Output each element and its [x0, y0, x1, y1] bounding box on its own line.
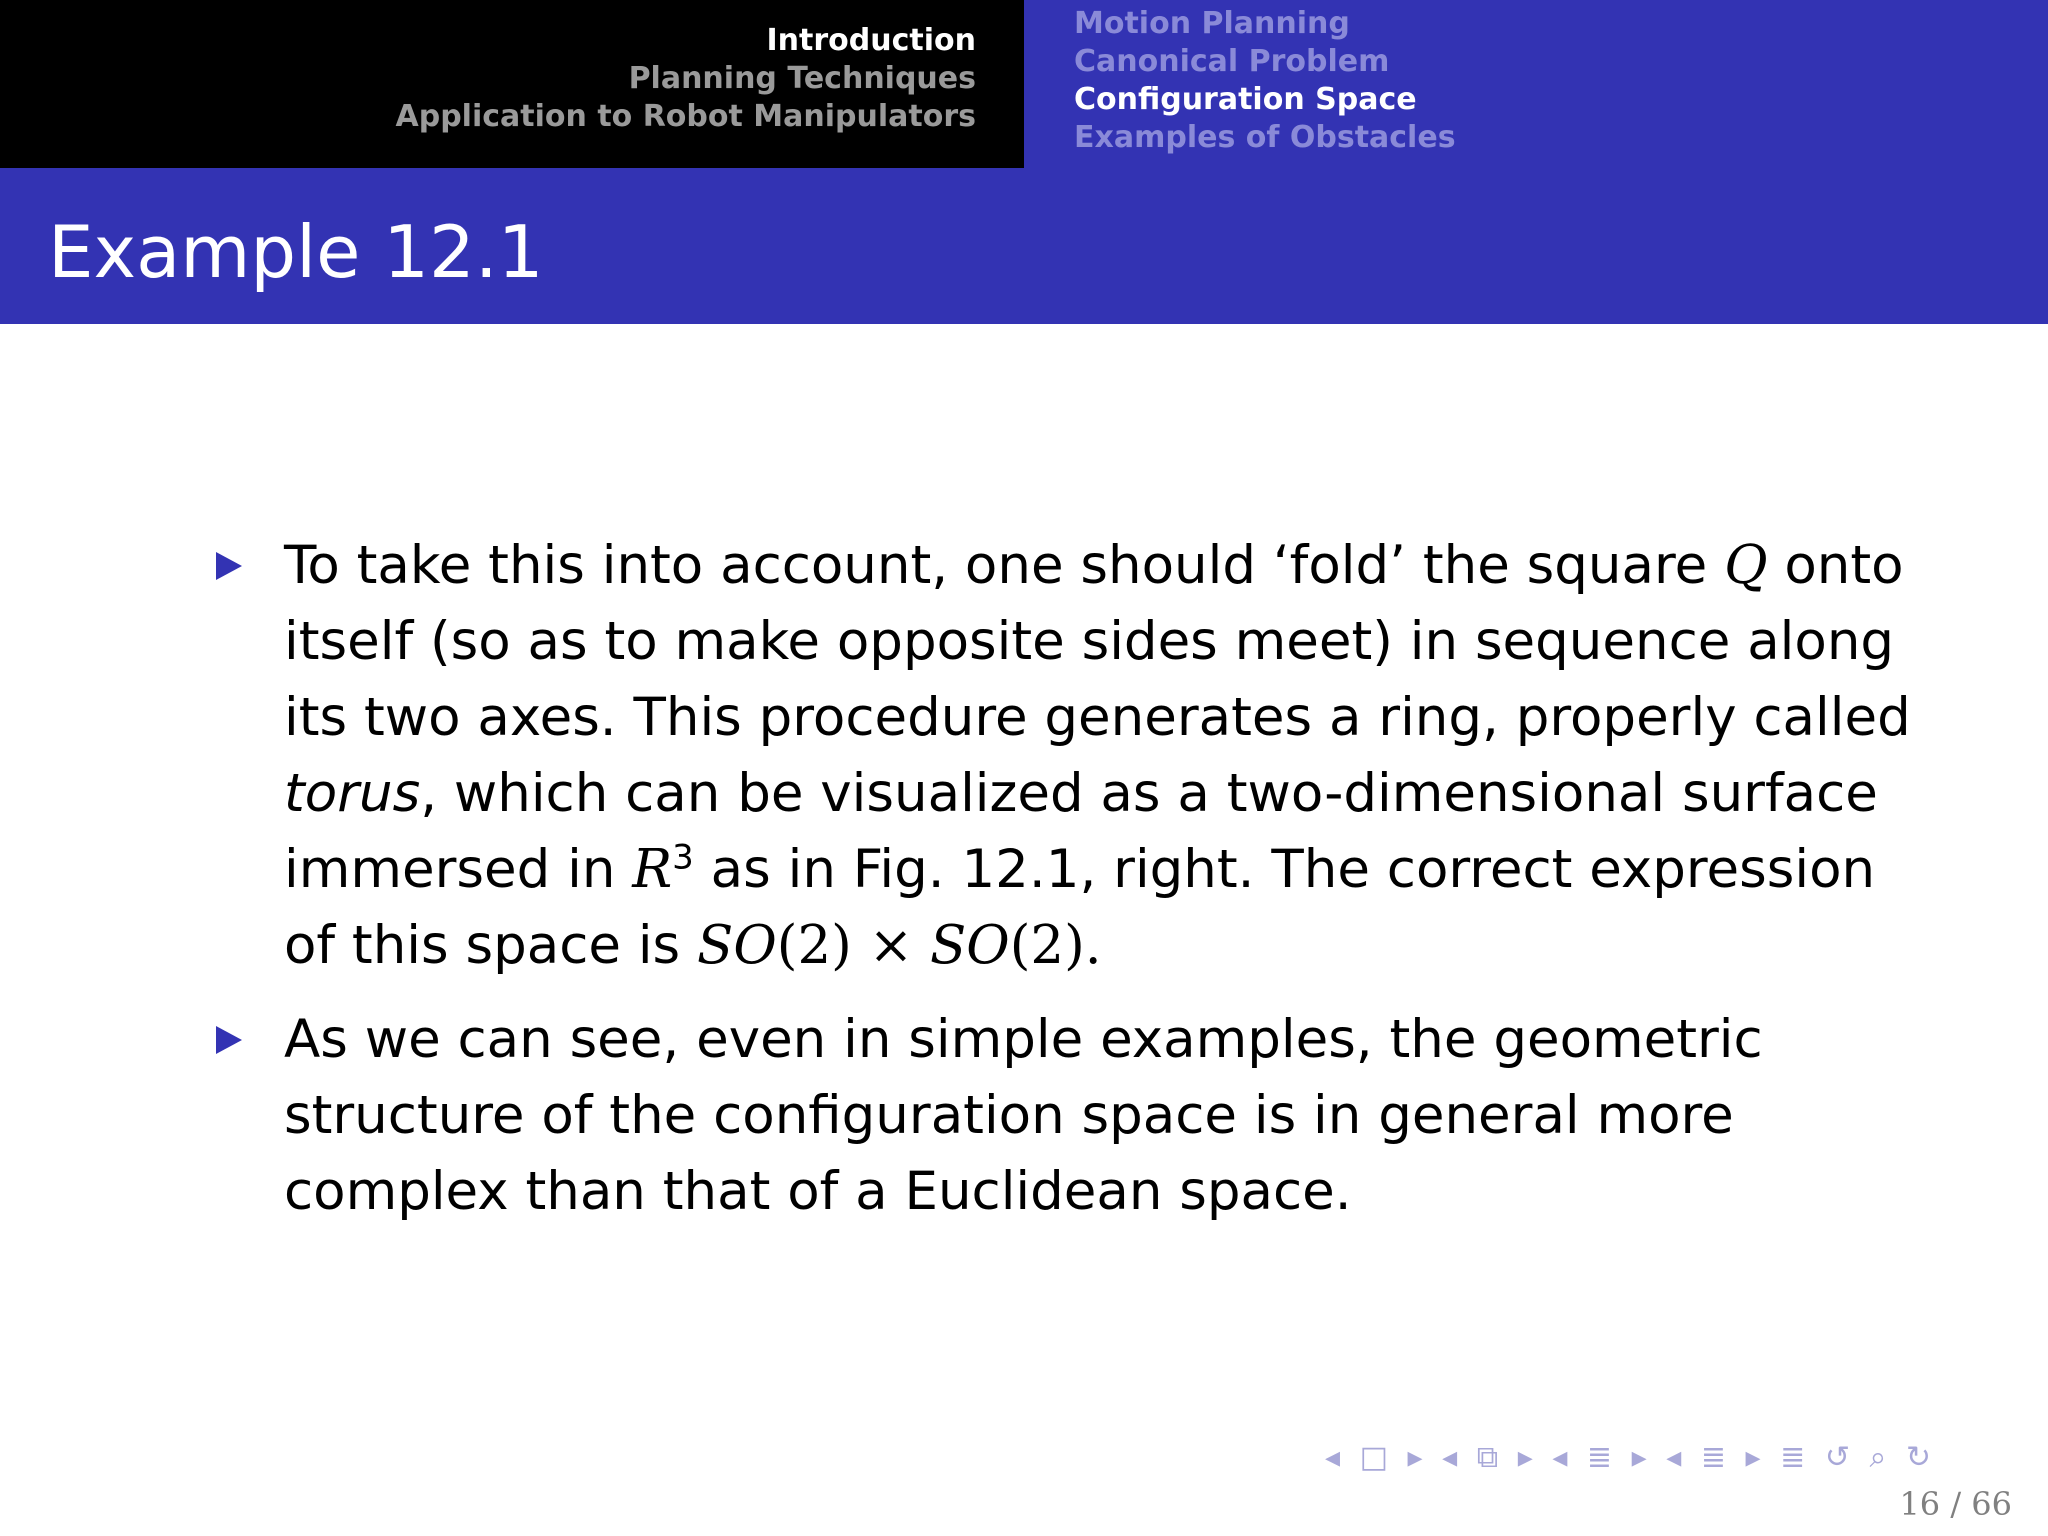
section-icon[interactable]: ≣	[1586, 1440, 1613, 1475]
bullet-triangle-icon	[216, 552, 242, 580]
part-icon[interactable]: ≣	[1700, 1440, 1726, 1475]
prev-part-icon[interactable]: ◂	[1666, 1440, 1682, 1475]
bullet-item	[216, 1002, 1916, 1230]
subsection-configuration-space[interactable]: Configuration Space	[1074, 82, 1417, 117]
search-icon[interactable]: ⌕	[1869, 1440, 1887, 1475]
bullet-line: torus, which can be visualized as a two-dimensional surface	[284, 763, 1878, 824]
section-planning-techniques[interactable]: Planning Techniques	[628, 61, 976, 96]
bullet-line: its two axes. This procedure generates a ring, properly called	[284, 687, 1911, 748]
subsection-examples-obstacles[interactable]: Examples of Obstacles	[1074, 120, 1456, 155]
next-subsection-icon[interactable]: ▸	[1517, 1440, 1533, 1475]
bullet-line: To take this into account, one should ‘fold’ the square Q onto	[284, 535, 1904, 596]
headline-bar	[0, 0, 2048, 168]
section-application-robot-manipulators[interactable]: Application to Robot Manipulators	[395, 99, 976, 134]
forward-icon[interactable]: ↻	[1905, 1440, 1931, 1475]
frame-icon[interactable]: □	[1359, 1440, 1388, 1475]
outline-icon[interactable]: ≣	[1780, 1440, 1806, 1475]
section-introduction[interactable]: Introduction	[766, 23, 976, 58]
page-number: 16 / 66	[1899, 1485, 2012, 1523]
section-navigation	[0, 0, 1024, 168]
beamer-navigation-symbols	[1325, 1440, 1941, 1480]
bullet-line: As we can see, even in simple examples, the geometric	[284, 1009, 1763, 1070]
prev-frame-icon[interactable]: ◂	[1325, 1440, 1341, 1475]
bullet-line: immersed in $R^3$ as in Fig. 12.1, right. The correct expression	[284, 837, 1876, 900]
next-section-icon[interactable]: ▸	[1631, 1440, 1647, 1475]
math-SO: SO	[697, 915, 777, 976]
math-SO: SO	[929, 915, 1010, 976]
bullet-triangle-icon	[216, 1026, 242, 1054]
bullet-line: itself (so as to make opposite sides meet) in sequence along	[284, 611, 1895, 672]
bullet-line: structure of the configuration space is in general more	[284, 1085, 1734, 1146]
math-Q: Q	[1724, 535, 1768, 596]
frame-title-bar	[0, 168, 2048, 324]
slide-content	[216, 528, 1916, 1248]
frame-title: Example 12.1	[48, 210, 544, 294]
next-part-icon[interactable]: ▸	[1745, 1440, 1761, 1475]
math-R: R	[632, 839, 673, 900]
math-superscript: 3	[672, 837, 694, 878]
bullet-line: of this space is SO(2) × SO(2).	[284, 915, 1102, 976]
subsection-list	[1074, 5, 1456, 157]
emphasis-torus: torus	[284, 763, 421, 824]
bullet-item	[216, 528, 1916, 984]
back-icon[interactable]: ↺	[1824, 1440, 1850, 1475]
prev-section-icon[interactable]: ◂	[1552, 1440, 1568, 1475]
section-list	[396, 22, 976, 136]
subsection-motion-planning[interactable]: Motion Planning	[1074, 6, 1350, 41]
subsection-navigation	[1024, 0, 2048, 168]
bullet-line: complex than that of a Euclidean space.	[284, 1161, 1352, 1222]
prev-subsection-icon[interactable]: ◂	[1442, 1440, 1458, 1475]
next-frame-icon[interactable]: ▸	[1407, 1440, 1423, 1475]
subsection-canonical-problem[interactable]: Canonical Problem	[1074, 44, 1390, 79]
subsection-icon[interactable]: ⧉	[1476, 1440, 1499, 1475]
